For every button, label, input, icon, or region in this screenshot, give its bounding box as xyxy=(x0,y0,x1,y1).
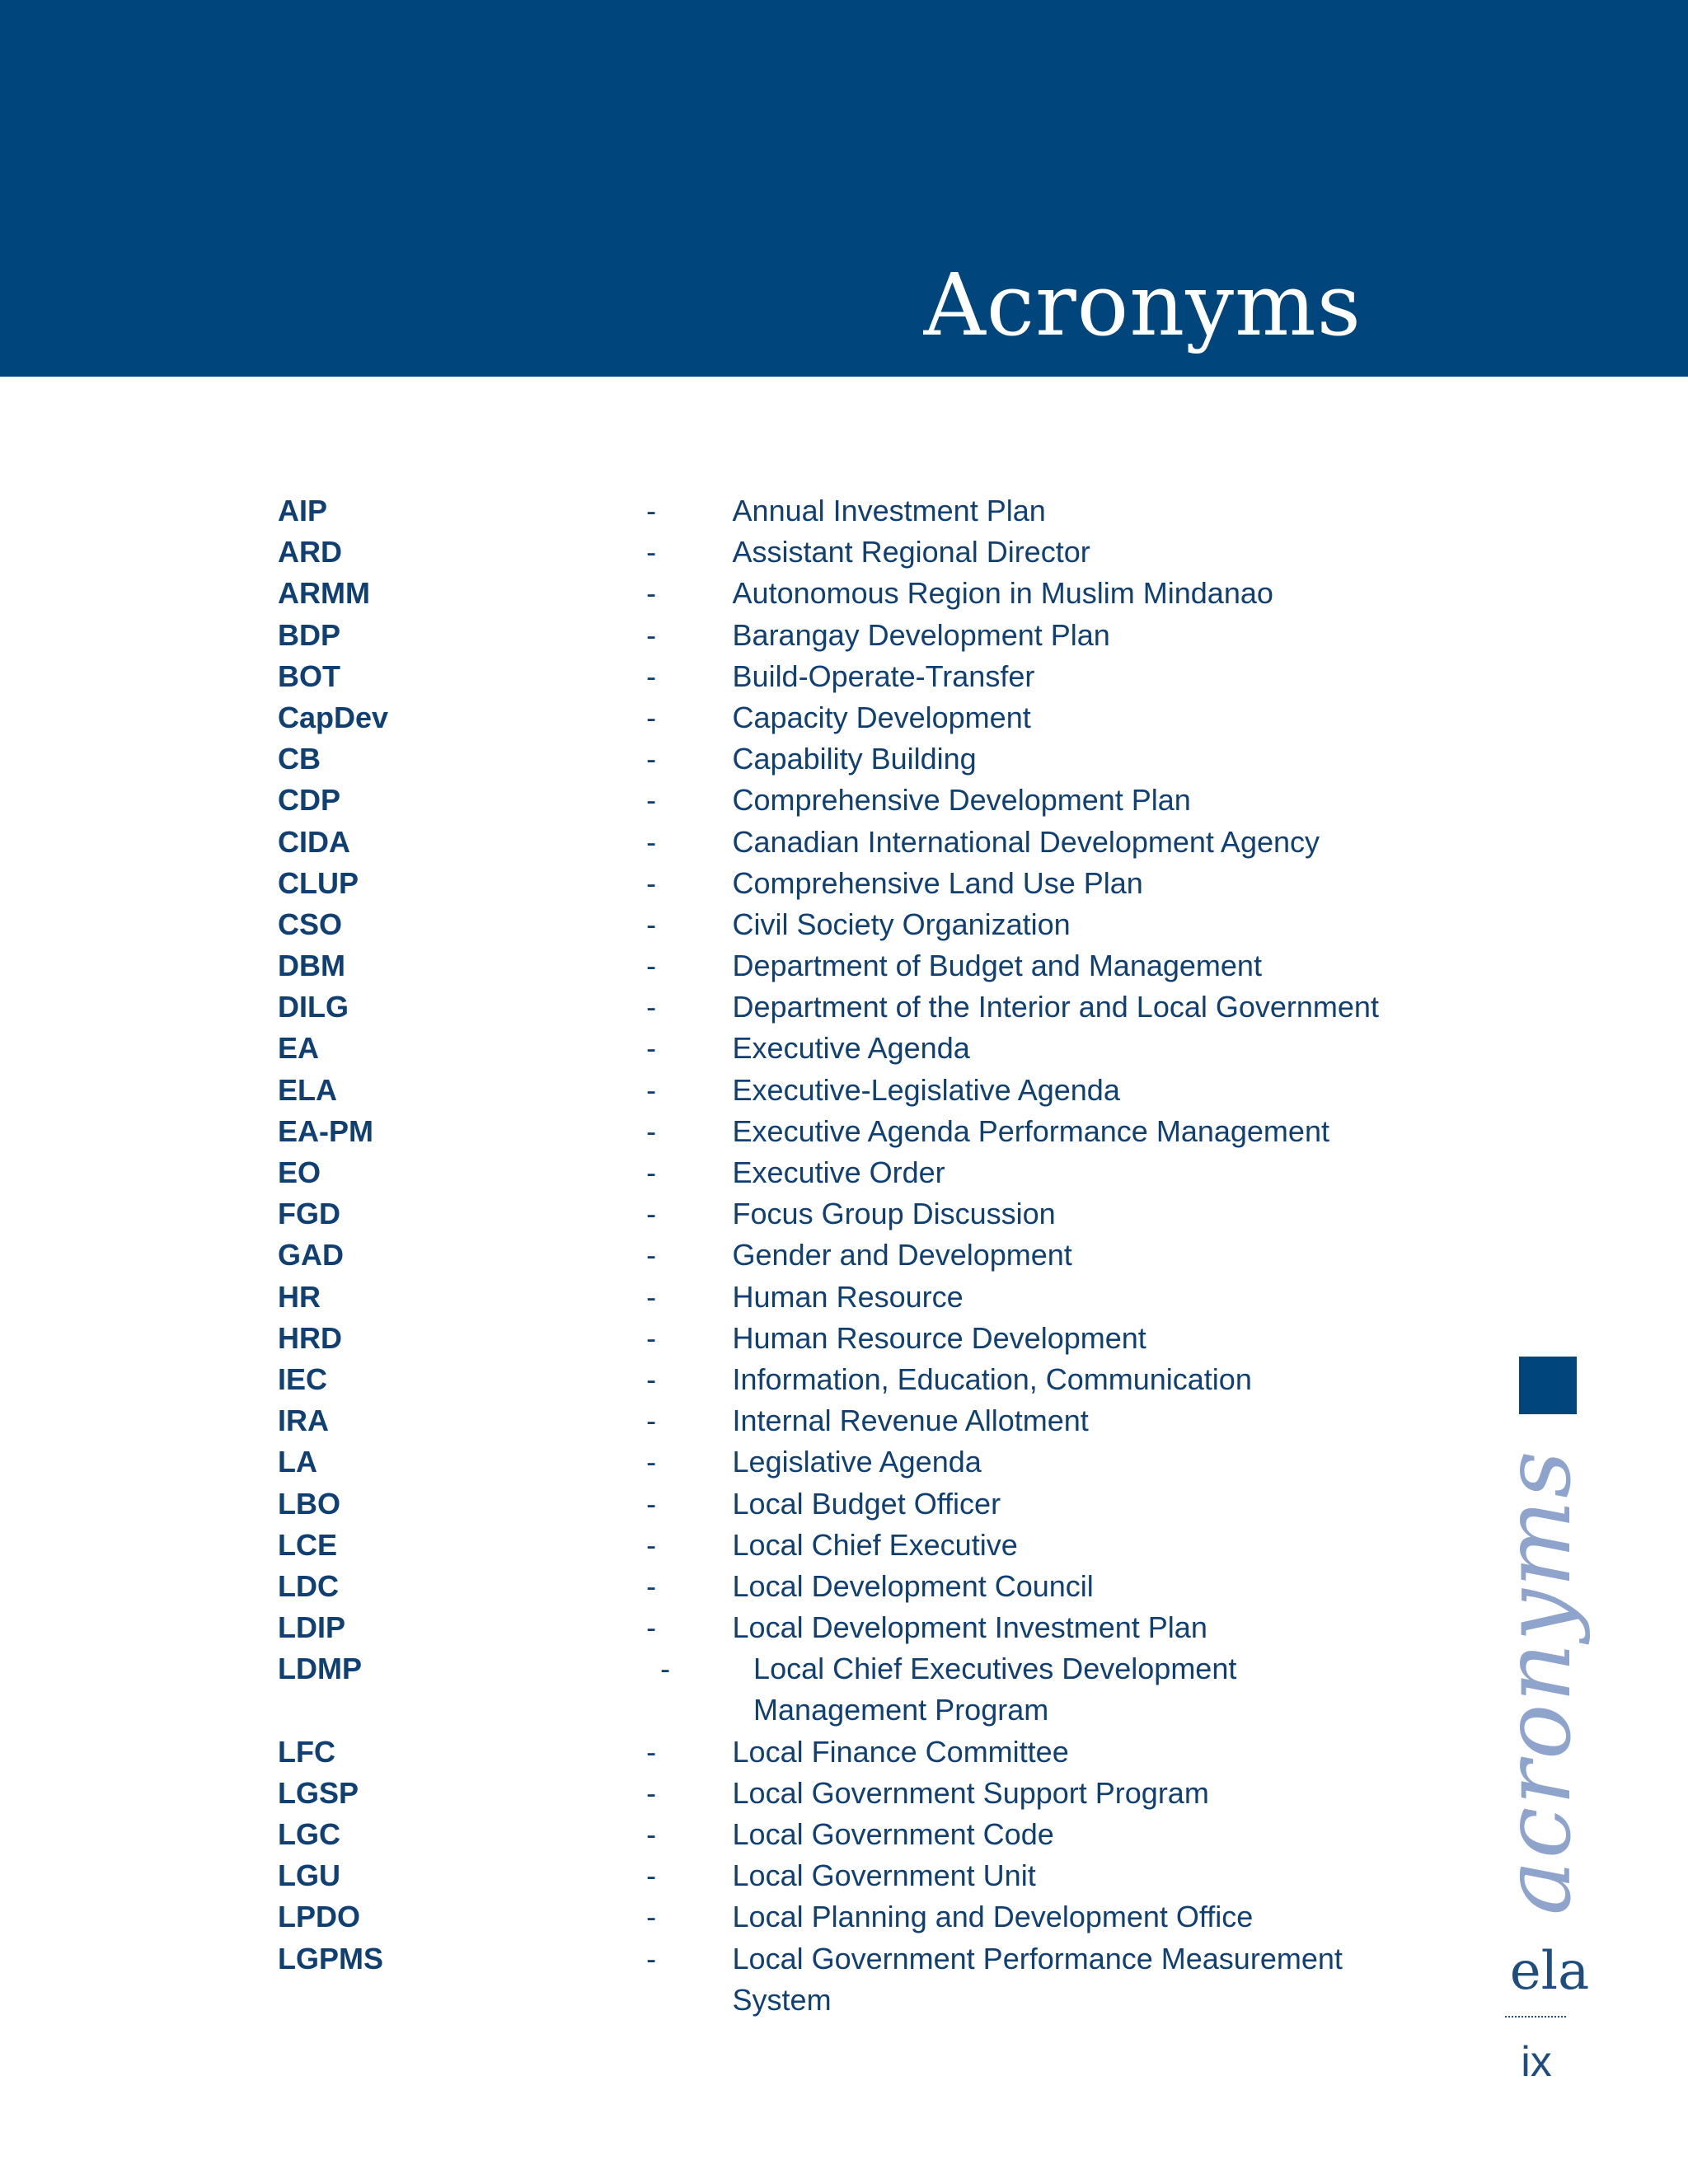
acronym-row xyxy=(278,532,1415,573)
acronym-definition: Local Government Support Program xyxy=(732,1775,1209,1810)
acronym-row xyxy=(278,615,1415,656)
acronym-row xyxy=(278,1483,1415,1525)
acronym-row xyxy=(278,1566,1415,1607)
acronym-definition: Local Finance Committee xyxy=(732,1734,1069,1769)
acronym-separator: - xyxy=(646,700,657,734)
acronym-separator: - xyxy=(646,535,657,569)
acronym-separator: - xyxy=(646,1072,657,1107)
acronym-separator: - xyxy=(646,1610,657,1645)
acronym-abbr: IRA xyxy=(278,1404,329,1438)
acronym-definition: Annual Investment Plan xyxy=(732,494,1046,527)
acronym-abbr: HR xyxy=(278,1279,321,1314)
acronym-separator: - xyxy=(646,1197,657,1231)
acronym-row xyxy=(278,1359,1415,1400)
acronym-abbr: LBO xyxy=(278,1486,340,1521)
acronym-separator: - xyxy=(646,1817,657,1852)
acronym-separator: - xyxy=(646,907,657,941)
acronym-definition: Autonomous Region in Muslim Mindanao xyxy=(732,576,1273,611)
brand-logo-text: ela xyxy=(1509,1941,1590,2002)
acronym-separator: - xyxy=(646,1279,657,1314)
acronym-separator: - xyxy=(646,1361,657,1396)
acronym-row xyxy=(278,573,1415,614)
section-marker-square xyxy=(1519,1357,1577,1414)
acronym-separator: - xyxy=(646,1445,657,1479)
acronym-abbr: EA xyxy=(278,1031,320,1066)
acronym-definition: Executive Agenda xyxy=(732,1031,970,1066)
acronym-separator: - xyxy=(646,1858,657,1893)
acronym-separator: - xyxy=(646,1900,657,1934)
acronym-definition: Legislative Agenda xyxy=(732,1445,982,1479)
acronym-definition: Department of Budget and Management xyxy=(732,949,1262,983)
acronym-definition: Assistant Regional Director xyxy=(732,535,1090,569)
acronym-definition: Barangay Development Plan xyxy=(732,617,1110,652)
acronym-row xyxy=(278,1318,1415,1359)
acronym-abbr: CapDev xyxy=(278,700,389,734)
acronym-separator: - xyxy=(646,824,657,859)
acronym-separator: - xyxy=(646,576,657,611)
acronym-abbr: LGC xyxy=(278,1817,340,1852)
acronym-row xyxy=(278,1441,1415,1483)
acronym-row xyxy=(278,1111,1415,1152)
acronym-abbr: LGPMS xyxy=(278,1941,384,1975)
acronym-abbr: AIP xyxy=(278,494,328,527)
acronym-definition: Comprehensive Land Use Plan xyxy=(732,865,1143,900)
acronym-separator: - xyxy=(646,1155,657,1189)
acronym-abbr: ARMM xyxy=(278,576,370,611)
acronym-row xyxy=(278,1235,1415,1276)
acronym-definition: Executive Order xyxy=(732,1155,945,1189)
acronym-abbr: CIDA xyxy=(278,824,350,859)
acronym-row xyxy=(278,1855,1415,1896)
acronym-definition: Focus Group Discussion xyxy=(732,1197,1056,1231)
acronym-abbr: CSO xyxy=(278,907,343,941)
acronym-abbr: LFC xyxy=(278,1734,335,1769)
acronym-definition: Local Planning and Development Office xyxy=(732,1900,1254,1934)
acronym-row xyxy=(278,987,1415,1028)
acronym-row xyxy=(278,1525,1415,1566)
acronym-separator: - xyxy=(646,1404,657,1438)
acronym-row xyxy=(278,738,1415,780)
acronym-definition: Department of the Interior and Local Government xyxy=(732,990,1379,1024)
acronym-row xyxy=(278,1277,1415,1318)
acronym-row xyxy=(278,1732,1415,1773)
acronym-definition: Local Government Code xyxy=(732,1817,1054,1852)
section-tab-label: acronyms xyxy=(1484,1449,1592,1915)
acronym-abbr: CLUP xyxy=(278,865,359,900)
acronym-row xyxy=(278,1028,1415,1069)
acronym-separator: - xyxy=(646,1113,657,1148)
acronym-separator: - xyxy=(646,1320,657,1355)
page-number: ix xyxy=(1521,2038,1552,2086)
acronym-abbr: EO xyxy=(278,1155,321,1189)
acronym-row xyxy=(278,1896,1415,1938)
acronym-row xyxy=(278,697,1415,738)
acronym-definition: Civil Society Organization xyxy=(732,907,1071,941)
acronym-separator: - xyxy=(646,1941,657,1975)
acronym-definition: Comprehensive Development Plan xyxy=(732,783,1191,818)
acronym-separator: - xyxy=(646,1568,657,1603)
acronym-row xyxy=(278,1938,1415,2017)
acronym-separator: - xyxy=(646,617,657,652)
acronym-abbr: FGD xyxy=(278,1197,340,1231)
acronym-definition: Local Development Investment Plan xyxy=(732,1610,1207,1645)
acronym-abbr: IEC xyxy=(278,1361,328,1396)
acronym-abbr: LDIP xyxy=(278,1610,346,1645)
acronym-row xyxy=(278,780,1415,821)
acronym-definition: Build-Operate-Transfer xyxy=(732,658,1035,693)
acronym-row xyxy=(278,945,1415,987)
acronym-separator: - xyxy=(646,1238,657,1272)
acronym-definition: Human Resource xyxy=(732,1279,964,1314)
acronym-abbr: LDMP xyxy=(278,1652,362,1686)
acronym-abbr: ARD xyxy=(278,535,342,569)
acronym-separator: - xyxy=(646,783,657,818)
acronym-definition: Local Chief Executive xyxy=(732,1527,1018,1562)
acronym-definition: Local Government Performance Measurement System xyxy=(732,1941,1343,2017)
acronym-separator: - xyxy=(646,494,657,527)
acronym-definition: Local Development Council xyxy=(732,1568,1094,1603)
acronym-abbr: GAD xyxy=(278,1238,344,1272)
acronym-row xyxy=(278,1648,1415,1731)
acronym-separator: - xyxy=(646,1775,657,1810)
acronym-abbr: BDP xyxy=(278,617,341,652)
acronym-definition: Capability Building xyxy=(732,742,977,776)
acronym-row xyxy=(278,656,1415,697)
acronym-row xyxy=(278,1814,1415,1855)
page-title: Acronyms xyxy=(923,255,1362,355)
acronym-separator: - xyxy=(646,1486,657,1521)
acronym-abbr: HRD xyxy=(278,1320,342,1355)
acronym-row xyxy=(278,1152,1415,1193)
acronym-abbr: LDC xyxy=(278,1568,339,1603)
acronym-row xyxy=(278,1070,1415,1111)
acronym-definition: Information, Education, Communication xyxy=(732,1361,1252,1396)
acronym-row xyxy=(278,1193,1415,1235)
acronym-abbr: DBM xyxy=(278,949,345,983)
acronym-definition: Internal Revenue Allotment xyxy=(732,1404,1089,1438)
acronym-separator: - xyxy=(646,865,657,900)
acronym-definition: Executive Agenda Performance Management xyxy=(732,1113,1329,1148)
acronym-definition: Capacity Development xyxy=(732,700,1031,734)
header-banner xyxy=(0,0,1688,377)
acronym-abbr: ELA xyxy=(278,1072,337,1107)
acronym-definition: Canadian International Development Agency xyxy=(732,824,1320,859)
acronym-abbr: LGSP xyxy=(278,1775,359,1810)
acronym-row xyxy=(278,1400,1415,1441)
acronym-row xyxy=(278,863,1415,904)
acronym-row xyxy=(278,904,1415,945)
acronym-definition: Human Resource Development xyxy=(732,1320,1146,1355)
acronym-separator: - xyxy=(646,949,657,983)
acronym-abbr: EA-PM xyxy=(278,1113,373,1148)
acronym-abbr: LA xyxy=(278,1445,317,1479)
acronym-separator: - xyxy=(646,990,657,1024)
acronym-row xyxy=(278,822,1415,863)
acronym-definition: Gender and Development xyxy=(732,1238,1072,1272)
brand-divider xyxy=(1505,2016,1566,2018)
acronym-separator: - xyxy=(646,742,657,776)
acronym-separator: - xyxy=(646,658,657,693)
acronym-abbr: CB xyxy=(278,742,321,776)
acronym-abbr: CDP xyxy=(278,783,341,818)
acronym-abbr: LPDO xyxy=(278,1900,361,1934)
acronym-separator: - xyxy=(646,1734,657,1769)
acronym-abbr: BOT xyxy=(278,658,340,693)
acronym-separator: - xyxy=(660,1652,671,1686)
acronym-separator: - xyxy=(646,1527,657,1562)
acronym-definition: Local Budget Officer xyxy=(732,1486,1001,1521)
acronym-list xyxy=(278,490,1415,2017)
acronym-definition: Local Chief Executives Development Management Program xyxy=(753,1652,1237,1727)
acronym-abbr: DILG xyxy=(278,990,349,1024)
acronym-row xyxy=(278,490,1415,532)
acronym-row xyxy=(278,1773,1415,1814)
acronym-definition: Local Government Unit xyxy=(732,1858,1036,1893)
acronym-separator: - xyxy=(646,1031,657,1066)
acronym-definition: Executive-Legislative Agenda xyxy=(732,1072,1120,1107)
acronym-abbr: LCE xyxy=(278,1527,337,1562)
acronym-abbr: LGU xyxy=(278,1858,340,1893)
acronym-row xyxy=(278,1607,1415,1648)
